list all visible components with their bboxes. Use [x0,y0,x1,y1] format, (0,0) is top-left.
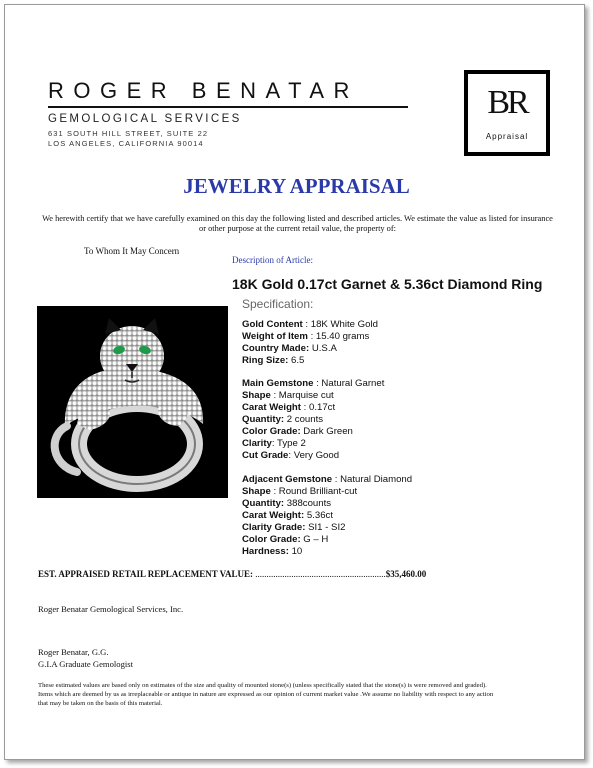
spec-adjacent-gemstone [242,474,412,558]
issuer-name: Roger Benatar Gemological Services, Inc. [38,604,184,614]
spec-row: Hardness: 10 [242,546,303,557]
estimated-value-line [38,569,426,579]
spec-row: Main Gemstone : Natural Garnet [242,378,385,389]
company-letterhead [48,80,408,149]
estimate-value: $35,460.00 [385,569,427,579]
signatory-name: Roger Benatar, G.G. [38,647,109,657]
spec-general [242,319,378,367]
spec-row: Weight of Item : 15.40 grams [242,331,370,342]
description-label: Description of Article: [232,255,313,265]
certification-text: We herewith certify that we have carefully examined on this day the following listed and described articles. We estimate the value as listed for insurance or other purpose at the current retail value, the property of: [42,214,553,233]
spec-row: Clarity: Type 2 [242,438,306,449]
spec-row: Quantity: 2 counts [242,414,324,425]
company-subtitle: GEMOLOGICAL SERVICES [48,113,242,125]
spec-row: Shape : Marquise cut [242,390,334,401]
spec-row: Ring Size: 6.5 [242,355,305,366]
company-name: ROGER BENATAR [48,78,359,103]
recipient: To Whom It May Concern [84,246,180,256]
estimate-label: EST. APPRAISED RETAIL REPLACEMENT VALUE: [38,569,253,579]
company-address [48,129,408,149]
panther-ring-illustration [37,306,228,498]
ring-photo [37,306,228,498]
logo-label: Appraisal [485,132,529,141]
spec-row: Adjacent Gemstone : Natural Diamond [242,474,413,485]
signatory-title: G.I.A Graduate Gemologist [38,659,133,669]
spec-row: Quantity: 388counts [242,498,332,509]
spec-row: Carat Weight : 0.17ct [242,402,336,413]
article-title: 18K Gold 0.17ct Garnet & 5.36ct Diamond Ring [232,276,543,292]
address-line-1: 631 SOUTH HILL STREET, SUITE 22 [48,129,209,138]
document-title: JEWELRY APPRAISAL [183,174,410,198]
spec-row: Cut Grade: Very Good [242,450,340,461]
disclaimer: These estimated values are based only on estimates of the size and quality of mounted stone(s) (unless specifically stated that the stone(s) is were removed and graded). Items which are deemed by us as irreplaceable or antique in nature are expressed as our opinion of current market value .We assume no liability with respect to any action that may be taken on the basis of this material. [38,682,494,707]
specification-label: Specification: [242,297,314,311]
spec-row: Color Grade: G – H [242,534,329,545]
address-line-2: LOS ANGELES, CALIFORNIA 90014 [48,139,204,148]
estimate-dots: .......................................................... [252,569,386,579]
spec-row: Country Made: U.S.A [242,343,337,354]
spec-row: Gold Content : 18K White Gold [242,319,378,330]
spec-row: Carat Weight: 5.36ct [242,510,333,521]
spec-row: Shape : Round Brilliant-cut [242,486,358,497]
spec-row: Clarity Grade: SI1 - SI2 [242,522,346,533]
letterhead-rule [48,106,408,108]
spec-row: Color Grade: Dark Green [242,426,353,437]
spec-main-gemstone [242,378,384,462]
logo-monogram: BR [487,84,527,121]
appraisal-logo [464,70,550,156]
